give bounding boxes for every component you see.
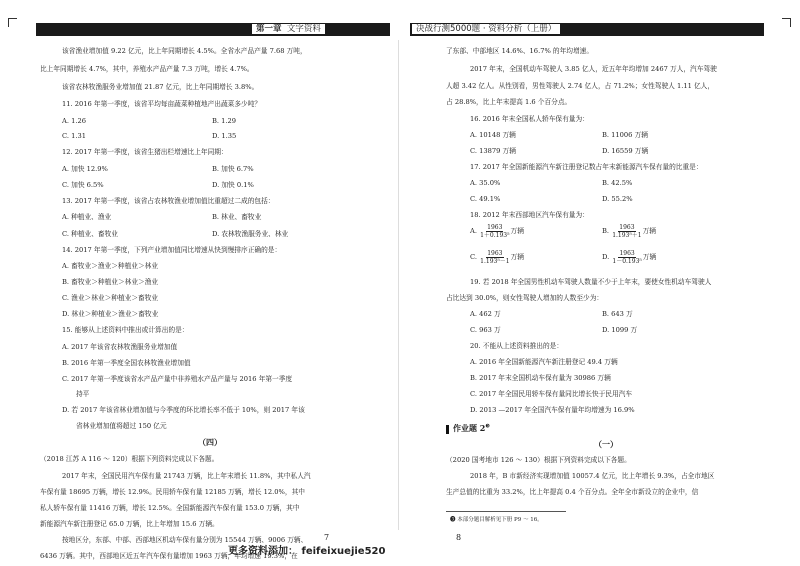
q19-option-d[interactable]: D. 1099 万 (602, 326, 638, 334)
left-para-1: 2017 年末，全国民用汽车保有量 21743 万辆，比上年末增长 11.8%，其中私人汽 (62, 472, 311, 480)
q18-option-b[interactable] (602, 220, 656, 242)
q11-option-d[interactable]: D. 1.35 (212, 132, 237, 140)
q14-stem: 14. 2017 年第一季度，下列产业增加值同比增速从快到慢排序正确的是： (62, 246, 282, 254)
q15-option-b[interactable]: B. 2016 年第一季度全国农林牧渔业增加值 (62, 359, 191, 367)
q12-option-d[interactable]: D. 加快 0.1% (212, 181, 254, 189)
q13-option-d[interactable]: D. 农林牧渔服务业、林业 (212, 230, 289, 238)
q15-option-a[interactable]: A. 2017 年该省农林牧渔服务业增加值 (62, 343, 178, 351)
q20-option-b[interactable]: B. 2017 年末全国机动车保有量为 30986 万辆 (470, 374, 611, 382)
q15-option-d[interactable]: D. 若 2017 年该省林业增加值与今季度的环比增长率不低于 10%，则 2017 年该 (62, 406, 305, 414)
q18-b-fraction (612, 224, 641, 239)
q18-c-numerator: 1963 (487, 249, 503, 257)
right-para-2: 生产总值的比重为 33.2%，比上年提高 0.4 个百分点。全年全市新设立的企业中，信 (446, 488, 699, 496)
right-source-note: （2020 国考地市 126 ～ 130）根据下列资料完成以下各题。 (446, 456, 631, 464)
q11-option-c[interactable]: C. 1.31 (62, 132, 87, 140)
chapter-name: 文字资料 (286, 24, 321, 34)
page-number-right: 8 (456, 533, 462, 542)
q18-stem: 18. 2012 年末西部地区汽车保有量为： (470, 211, 589, 219)
q18-b-label: B. (602, 227, 610, 235)
q12-option-b[interactable]: B. 加快 6.7% (212, 165, 254, 173)
page-spine (398, 40, 399, 530)
chapter-label: 第一章 (256, 24, 282, 34)
corner-mark-left (8, 18, 17, 27)
left-para-3: 私人轿车保有量 11416 万辆，增长 12.5%。全国新能源汽车保有量 153.0 万辆，其中 (40, 504, 300, 512)
q18-d-fraction (612, 250, 641, 265)
q18-d-unit: 万辆 (642, 253, 657, 261)
q19-stem-cont: 占比达到 30.0%，则女性驾驶人增加的人数至少为： (446, 294, 604, 302)
q11-stem: 11. 2016 年第一季度，该省平均每亩蔬菜种植地产出蔬菜多少吨？ (62, 100, 262, 108)
q20-option-a[interactable]: A. 2016 年全国新能源汽车新注册登记 49.4 万辆 (470, 358, 618, 366)
right-line-1: 了东部、中部地区 14.6%、16.7% 的年均增速。 (446, 47, 594, 55)
q17-option-b[interactable]: B. 42.5% (602, 179, 633, 187)
q14-option-a[interactable]: A. 畜牧业＞渔业＞种植业＞林业 (62, 262, 159, 270)
section-heading-one: （一） (594, 439, 618, 449)
left-para-6: 6436 万辆。其中，西部地区近五年汽车保有量增加 1963 万辆，年均增速 19.3%，在 (40, 552, 298, 560)
q13-option-b[interactable]: B. 林业、畜牧业 (212, 213, 262, 221)
q18-option-d[interactable] (602, 246, 656, 268)
left-line-3: 该省农林牧渔服务业增加值 21.87 亿元，比上年同期增长 3.8%。 (62, 83, 259, 91)
q11-option-b[interactable]: B. 1.29 (212, 117, 237, 125)
q14-option-c[interactable]: C. 渔业＞林业＞种植业＞畜牧业 (62, 294, 159, 302)
q18-c-fraction (480, 250, 509, 265)
q18-a-denominator: 1＋0.193⁵ (480, 231, 510, 239)
chapter-header (252, 22, 325, 37)
right-line-2: 2017 年末，全国机动车驾驶人 3.85 亿人，近五年年均增加 2467 万人，汽车驾驶 (470, 65, 717, 73)
q19-option-c[interactable]: C. 963 万 (470, 326, 501, 334)
q15-stem: 15. 能够从上述资料中推出或计算出的是： (62, 326, 189, 334)
work-title-bar (446, 425, 449, 434)
q20-option-c[interactable]: C. 2017 年全国民用轿车保有量同比增长快于民用汽车 (470, 390, 633, 398)
q16-option-c[interactable]: C. 13879 万辆 (470, 147, 516, 155)
q18-d-denominator: 1－0.193⁵ (612, 257, 642, 265)
q18-d-numerator: 1963 (619, 249, 635, 257)
q18-c-denominator: 1.193⁵－1 (480, 257, 510, 265)
q18-a-unit: 万辆 (510, 227, 524, 235)
work-title (446, 423, 490, 434)
q15-option-c-cont: 持平 (76, 390, 90, 398)
q15-option-c[interactable]: C. 2017 年第一季度该省水产品产量中非养殖水产品产量与 2016 年第一季度 (62, 375, 293, 383)
q20-stem: 20. 不能从上述资料推出的是： (470, 342, 564, 350)
left-source-note: （2018 江苏 A 116 ～ 120）根据下列资料完成以下各题。 (40, 455, 219, 463)
q12-option-a[interactable]: A. 加快 12.9% (62, 165, 108, 173)
q19-option-a[interactable]: A. 462 万 (470, 310, 501, 318)
q16-option-d[interactable]: D. 16559 万辆 (602, 147, 649, 155)
q18-a-label: A. (470, 227, 477, 235)
q11-option-a[interactable]: A. 1.26 (62, 117, 86, 125)
book-title: 决战行测5000题 · 资料分析（上册） (412, 24, 560, 34)
right-line-3: 人超 3.42 亿人。从性别看，男性驾驶人 2.74 亿人，占 71.2%；女性驾驶人 1.11 亿人， (446, 82, 715, 90)
left-para-5: 按地区分，东部、中部、西部地区机动车保有量分别为 15544 万辆、9006 万辆、 (62, 536, 308, 544)
q18-d-label: D. (602, 253, 610, 261)
q13-stem: 13. 2017 年第一季度，该省占农林牧渔业增加值比重超过二成的包括： (62, 197, 275, 205)
q18-c-label: C. (470, 253, 478, 261)
q18-option-a[interactable] (470, 220, 524, 242)
q18-c-unit: 万辆 (510, 253, 524, 261)
work-title-mark: ❸ (485, 423, 490, 430)
page-number-left: 7 (324, 533, 330, 542)
q13-option-a[interactable]: A. 种植业、渔业 (62, 213, 112, 221)
right-para-1: 2018 年，B 市新经济实现增加值 10057.4 亿元，比上年增长 9.3%，占全市地区 (470, 472, 715, 480)
right-line-4: 占 28.8%，比上年末提高 1.6 个百分点。 (446, 98, 572, 106)
q18-a-numerator: 1963 (487, 223, 503, 231)
left-para-2: 车保有量 18695 万辆，增长 12.9%。民用轿车保有量 12185 万辆，增长 12.0%，其中 (40, 488, 305, 496)
q17-option-c[interactable]: C. 49.1% (470, 195, 501, 203)
q18-b-denominator: 1.193⁵＋1 (612, 231, 642, 239)
q18-b-unit: 万辆 (642, 227, 656, 235)
left-para-4: 新能源汽车新注册登记 65.0 万辆，比上年增加 15.6 万辆。 (40, 520, 219, 528)
q18-a-fraction (480, 224, 509, 239)
q17-option-a[interactable]: A. 35.0% (470, 179, 501, 187)
q19-stem: 19. 若 2018 年全国男性机动车驾驶人数量不少于上年末，要使女性机动车驾驶人 (470, 278, 712, 286)
left-line-1: 该省渔业增加值 9.22 亿元，比上年同期增长 4.5%。全省水产品产量 7.68 万吨， (62, 47, 307, 55)
q15-option-d-cont: 省林业增加值将超过 150 亿元 (76, 422, 167, 430)
bottom-ad-text: 更多资料添加： feifeixuejie520 (228, 546, 386, 557)
left-line-2: 比上年同期增长 4.7%，其中，养殖水产品产量 7.3 万吨，增长 4.7%。 (40, 65, 254, 73)
q12-option-c[interactable]: C. 加快 6.5% (62, 181, 104, 189)
q14-option-b[interactable]: B. 畜牧业＞种植业＞林业＞渔业 (62, 278, 159, 286)
footnote: ❸ 本部分题目解析见下册 P9 ～ 16。 (450, 517, 543, 523)
work-title-text: 作业题 2 (453, 423, 486, 433)
q17-stem: 17. 2017 年全国新能源汽车新注册登记数占年末新能源汽车保有量的比重是： (470, 163, 703, 171)
header-bar-left (36, 23, 390, 36)
q16-stem: 16. 2016 年末全国私人轿车保有量为： (470, 115, 589, 123)
corner-mark-right (782, 18, 791, 27)
q13-option-c[interactable]: C. 种植业、畜牧业 (62, 230, 118, 238)
q16-option-b[interactable]: B. 11006 万辆 (602, 131, 648, 139)
q14-option-d[interactable]: D. 林业＞种植业＞渔业＞畜牧业 (62, 310, 159, 318)
q18-b-numerator: 1963 (619, 223, 635, 231)
q16-option-a[interactable]: A. 10148 万辆 (470, 131, 516, 139)
q19-option-b[interactable]: B. 643 万 (602, 310, 633, 318)
book-title-header (412, 22, 560, 37)
q20-option-d[interactable]: D. 2013 —2017 年全国汽车保有量年均增速为 16.9% (470, 406, 635, 414)
footnote-rule (446, 511, 566, 512)
q12-stem: 12. 2017 年第一季度，该省生猪出栏增速比上年同期： (62, 148, 228, 156)
q17-option-d[interactable]: D. 55.2% (602, 195, 633, 203)
section-heading-four: （四） (198, 437, 222, 447)
q18-option-c[interactable] (470, 246, 524, 268)
